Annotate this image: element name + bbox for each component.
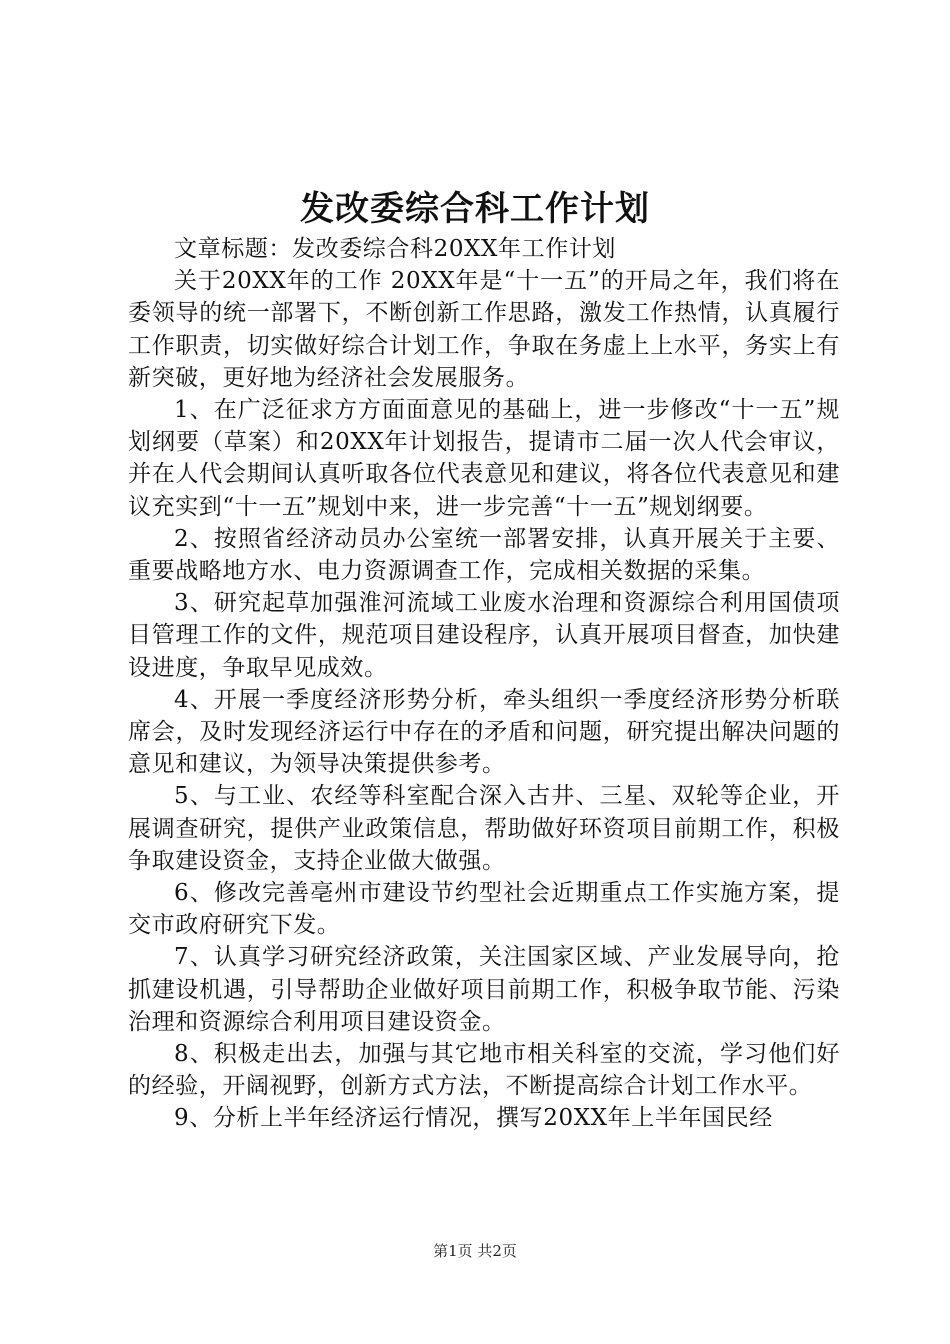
document-body [128,233,840,1135]
paragraph-item-5: 5、与工业、农经等科室配合深入古井、三星、双轮等企业，开展调查研究，提供产业政策信息，帮助做好环资项目前期工作，积极争取建设资金，支持企业做大做强。 [128,783,840,874]
paragraph-intro: 关于20XX年的工作 20XX年是“十一五”的开局之年，我们将在委领导的统一部署下，不断创新工作思路，激发工作热情，认真履行工作职责，切实做好综合计划工作，争取在务虚上上水平，务实上有新突破，更好地为经济社会发展服务。 [128,268,840,391]
document-title: 发改委综合科工作计划 [300,189,650,229]
page-number-footer: 第1页 共2页 [433,1242,517,1260]
paragraph-item-1: 1、在广泛征求方方面面意见的基础上，进一步修改“十一五”规划纲要（草案）和20XX年计划报告，提请市二届一次人代会审议，并在人代会期间认真听取各位代表意见和建议，将各位代表意见和建议充实到“十一五”规划中来，进一步完善“十一五”规划纲要。 [128,397,840,520]
paragraph-item-2: 2、按照省经济动员办公室统一部署安排，认真开展关于主要、重要战略地方水、电力资源调查工作，完成相关数据的采集。 [128,525,840,585]
paragraph-item-3: 3、研究起草加强淮河流域工业废水治理和资源综合利用国债项目管理工作的文件，规范项目建设程序，认真开展项目督查，加快建设进度，争取早见成效。 [128,590,840,681]
paragraph-item-9: 9、分析上半年经济运行情况，撰写20XX年上半年国民经 [174,1105,773,1132]
paragraph-item-4: 4、开展一季度经济形势分析，牵头组织一季度经济形势分析联席会，及时发现经济运行中存在的矛盾和问题，研究提出解决问题的意见和建议，为领导决策提供参考。 [128,686,840,778]
paragraph-item-7: 7、认真学习研究经济政策，关注国家区域、产业发展导向，抢抓建设机遇，引导帮助企业做好项目前期工作，积极争取节能、污染治理和资源综合利用项目建设资金。 [128,944,840,1035]
paragraph-item-8: 8、积极走出去，加强与其它地市相关科室的交流，学习他们好的经验，开阔视野，创新方式方法，不断提高综合计划工作水平。 [128,1041,840,1100]
paragraph-article-title: 文章标题：发改委综合科20XX年工作计划 [174,236,617,262]
paragraph-item-6: 6、修改完善亳州市建设节约型社会近期重点工作实施方案，提交市政府研究下发。 [128,880,840,939]
